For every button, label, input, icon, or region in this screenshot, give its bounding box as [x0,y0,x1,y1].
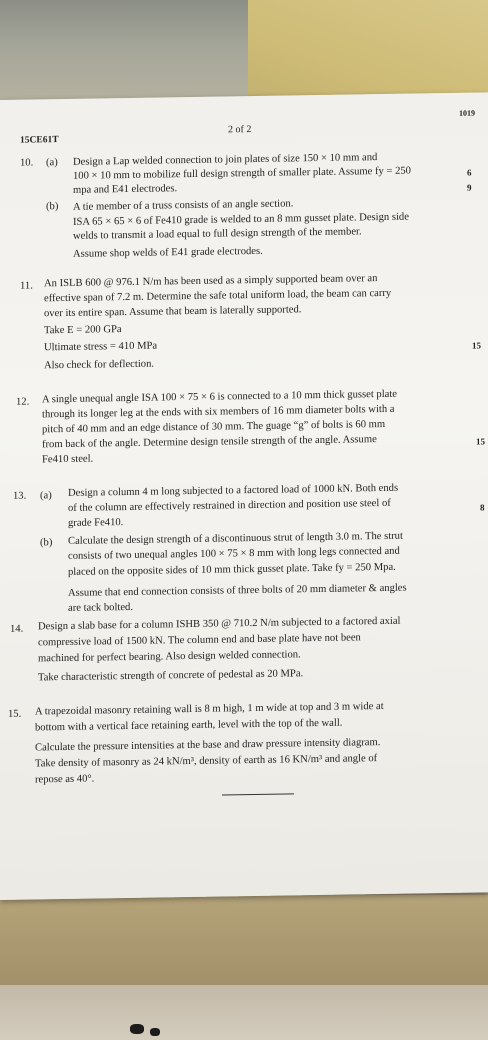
end-rule [222,793,294,795]
page-indicator: 2 of 2 [228,124,252,136]
question-text: machined for perfect bearing. Also design welded connection. [38,649,301,665]
question-text: placed on the opposite sides of 10 mm thick gusset plate. Take fy = 250 Mpa. [68,561,396,578]
question-text: Take characteristic strength of concrete of pedestal as 20 MPa. [38,668,304,684]
subpart-label: (b) [46,201,59,213]
question-number: 11. [20,280,33,292]
question-text: compressive load of 1500 kN. The column end and base plate have not been [38,632,361,649]
question-text: An ISLB 600 @ 976.1 N/m has been used as a simply supported beam over an [44,273,378,290]
question-text: Assume shop welds of E41 grade electrodes. [73,245,263,260]
question-text: Calculate the design strength of a discontinuous strut of length 3.0 m. The strut [68,530,403,547]
question-text: Take E = 200 GPa [44,324,122,337]
question-text: Design a Lap welded connection to join plates of size 150 × 10 mm and [73,152,378,168]
question-text: welds to transmit a load equal to full design strength of the member. [73,226,362,242]
question-text: Take density of masonry as 24 kN/m³, density of earth as 16 KN/m³ and angle of [35,753,378,770]
question-text: A single unequal angle ISA 100 × 75 × 6 is connected to a 10 mm thick gusset plate [42,388,398,406]
dark-spot [130,1024,144,1034]
marks: 8 [480,502,485,513]
question-text: grade Fe410. [68,517,124,529]
question-text: Assume that end connection consists of three bolts of 20 mm diameter & angles [68,582,407,599]
question-text: A tie member of a truss consists of an angle section. [73,198,294,213]
question-text: from back of the angle. Determine design tensile strength of the angle. Assume [42,434,377,451]
question-text: Ultimate stress = 410 MPa [44,340,158,354]
course-code: 15CE61T [20,135,59,146]
question-number: 10. [20,157,34,169]
question-text: of the column are effectively restrained in direction and position use steel of [68,497,391,514]
question-text: ISA 65 × 65 × 6 of Fe410 grade is welded to an 8 mm gusset plate. Design side [73,211,409,228]
question-number: 12. [16,396,30,408]
question-text: through its longer leg at the ends with six members of 16 mm diameter bolts with a [42,403,395,421]
question-text: Design a slab base for a column ISHB 350 @ 710.2 N/m subjected to a factored axial [38,615,401,633]
exam-paper [0,92,488,900]
subpart-label: (a) [46,157,58,169]
marks: 15 [472,340,481,351]
marks: 6 [467,167,472,178]
question-text: 100 × 10 mm to mobilize full design strength of smaller plate. Assume fy = 250 [73,165,411,182]
question-number: 14. [10,623,24,635]
question-text: Also check for deflection. [44,358,155,372]
question-number: 13. [13,490,27,502]
question-text: over its entire span. Assume that beam is laterally supported. [44,304,302,320]
question-text: pitch of 40 mm and an edge distance of 30 mm. The guage “g” of bolts is 60 mm [42,418,386,436]
question-text: bottom with a vertical face retaining earth, level with the top of the wall. [35,717,343,734]
question-text: Fe410 steel. [42,453,94,466]
question-text: consists of two unequal angles 100 × 75 × 8 mm with long legs connected and [68,545,400,562]
corner-number: 1019 [459,108,475,118]
question-number: 15. [8,708,22,720]
marks: 15 [476,436,485,447]
question-text: effective span of 7.2 m. Determine the safe total uniform load, the beam can carry [44,287,392,305]
question-text: Calculate the pressure intensities at the base and draw pressure intensity diagram. [35,737,381,754]
question-text: mpa and E41 electrodes. [73,183,178,196]
question-text: Design a column 4 m long subjected to a factored load of 1000 kN. Both ends [68,482,399,499]
marks: 9 [467,182,472,193]
subpart-label: (b) [40,537,53,549]
question-text: A trapezoidal masonry retaining wall is 8 m high, 1 m wide at top and 3 m wide at [35,700,384,718]
subpart-label: (a) [40,490,52,502]
question-text: are tack bolted. [68,601,134,614]
background-floor [0,985,488,1040]
question-text: repose as 40°. [35,773,95,786]
dark-spot [150,1028,160,1036]
